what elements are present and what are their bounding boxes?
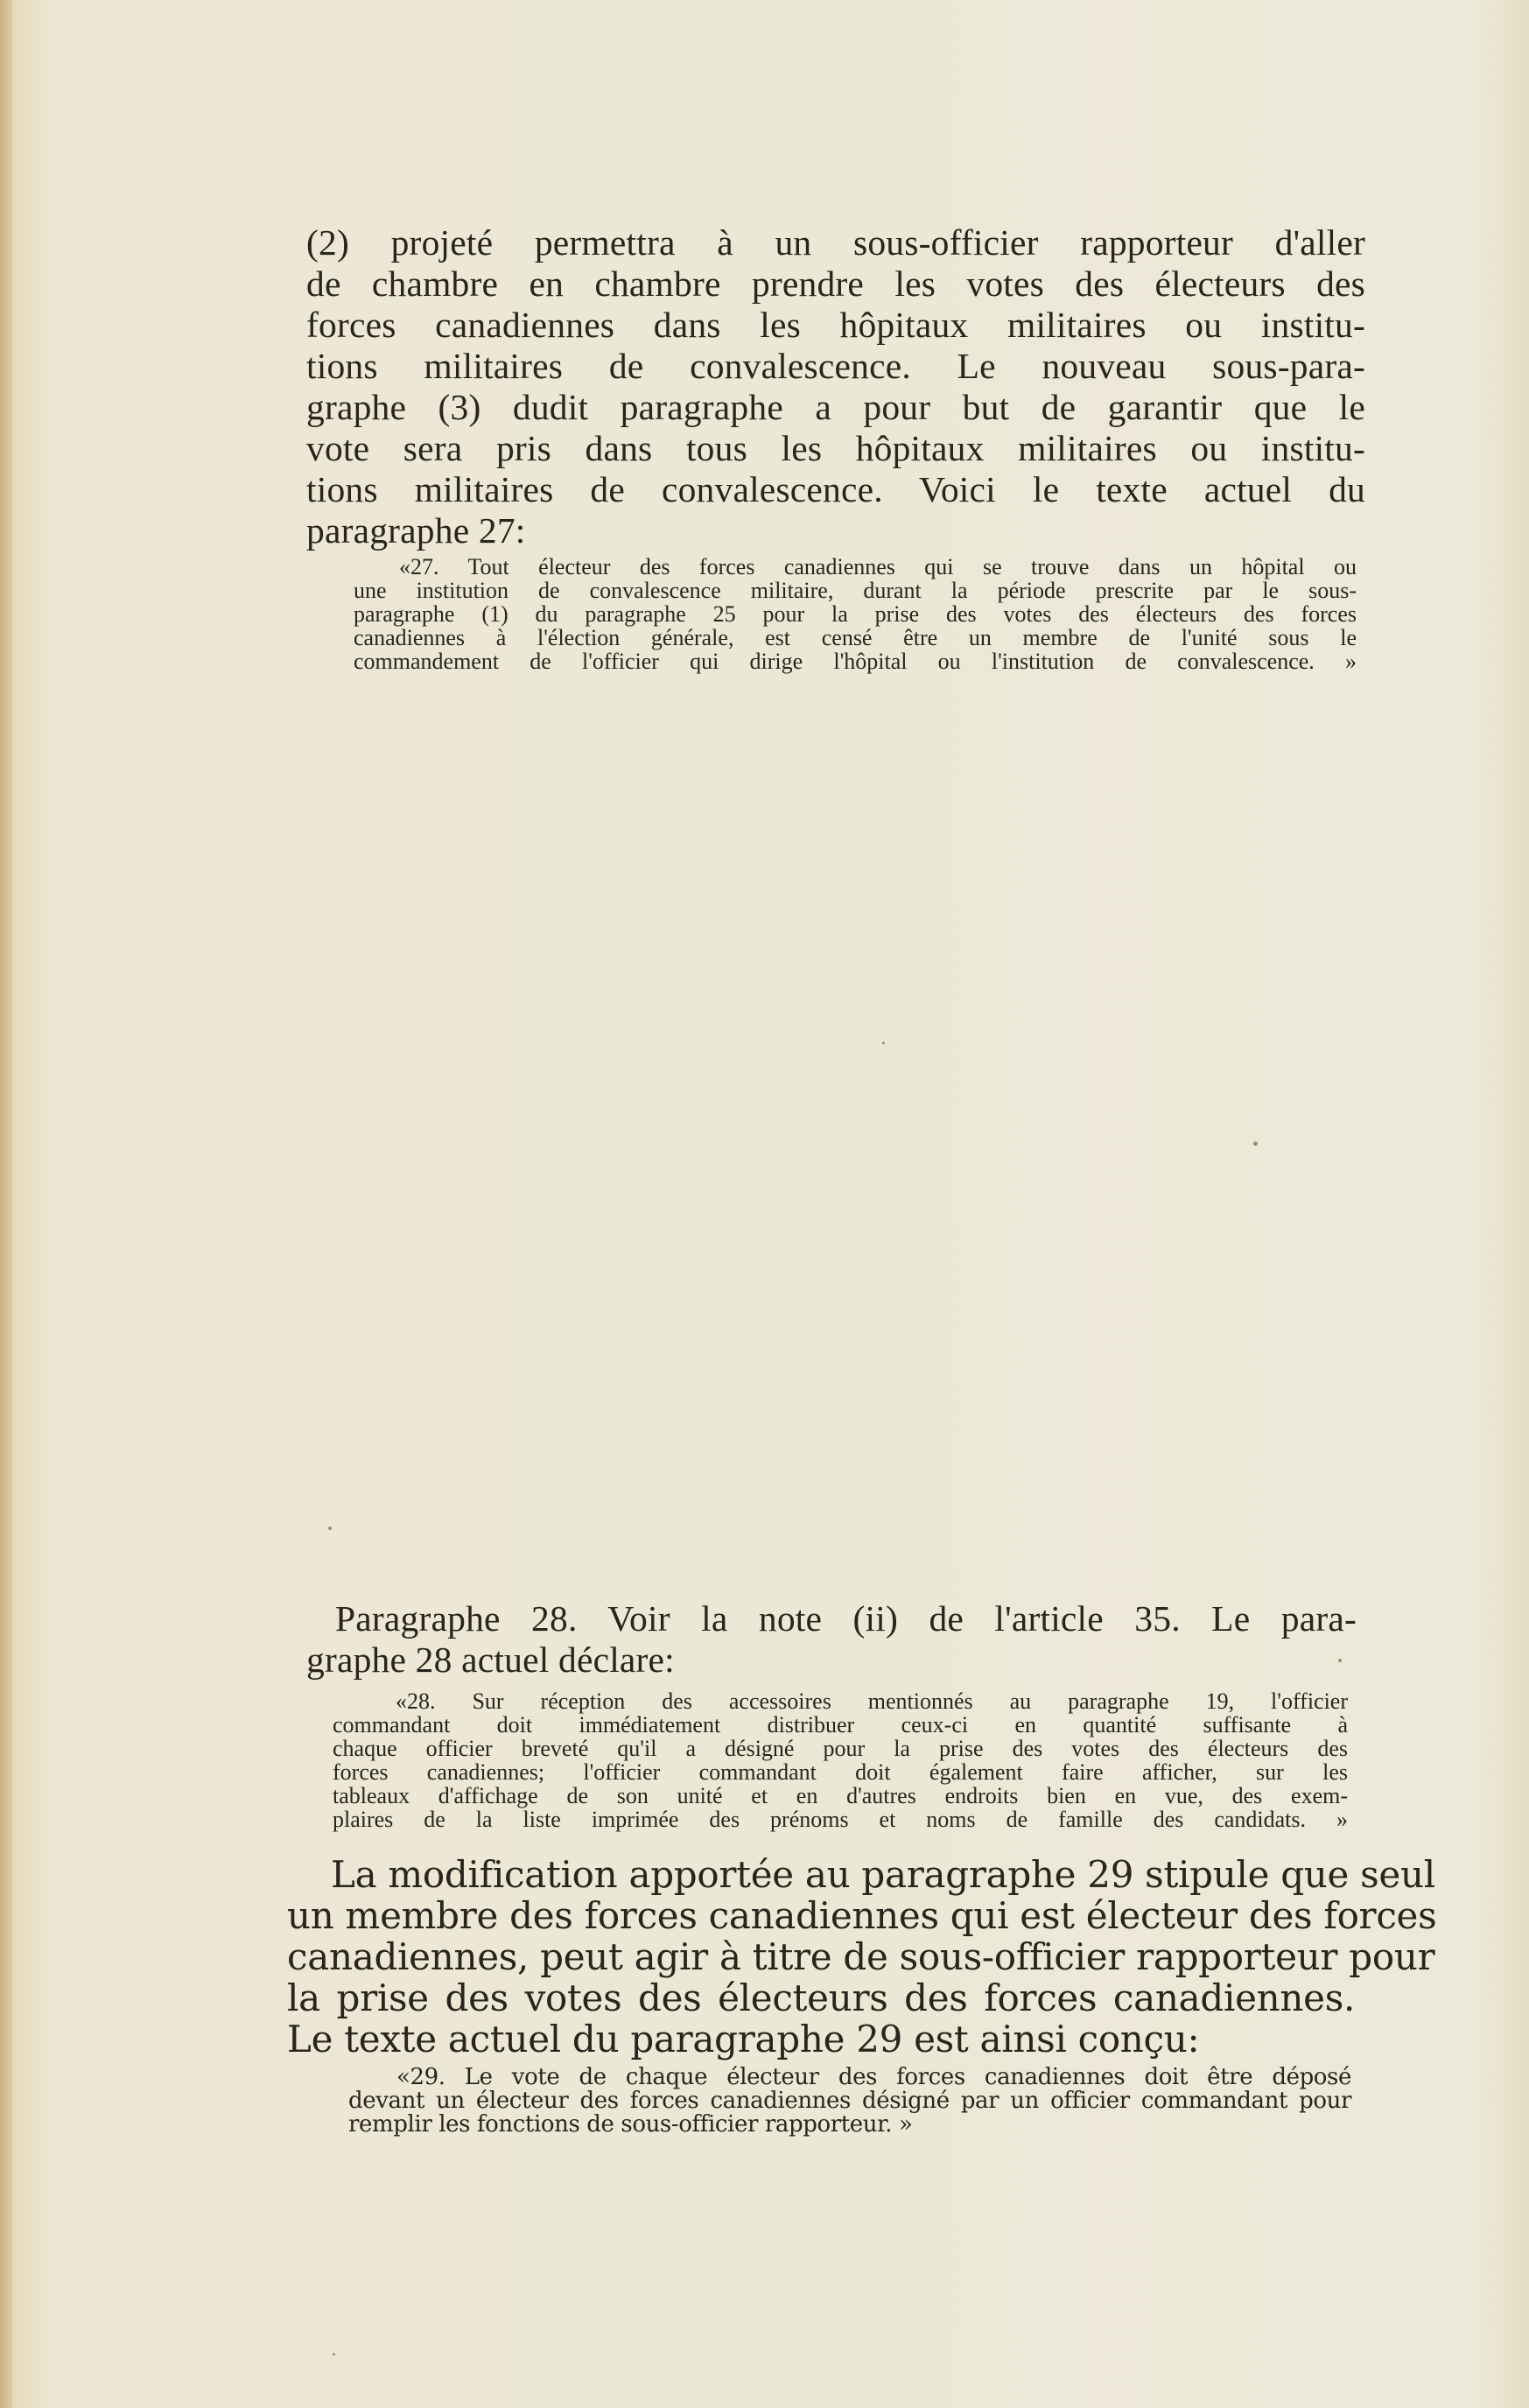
paragraph-section-2 (306, 1598, 1357, 1681)
quote-line: devant un électeur des forces canadiennes désigné par un officier commandant pour (348, 2088, 1351, 2114)
text-line: (2) projeté permettra à un sous-officier rapporteur d'aller (306, 222, 1365, 263)
quote-paragraph-28 (333, 1689, 1348, 1831)
quote-line: commandement de l'officier qui dirige l'hôpital ou l'institution de convalescence. » (354, 649, 1357, 674)
text-line: graphe (3) dudit paragraphe a pour but de garantir que le (306, 387, 1365, 427)
quote-line: canadiennes à l'élection générale, est censé être un membre de l'unité sous le (354, 625, 1357, 650)
paper-speck (328, 1527, 332, 1530)
text-line: vote sera pris dans tous les hôpitaux militaires ou institu- (306, 428, 1365, 468)
text-line: forces canadiennes dans les hôpitaux militaires ou institu- (306, 305, 1365, 345)
text-line: Le texte actuel du paragraphe 29 est ainsi conçu: (287, 2018, 1200, 2060)
quote-line: forces canadiennes; l'officier commandant doit également faire afficher, sur les (333, 1759, 1348, 1785)
quote-line: plaires de la liste imprimée des prénoms et noms de famille des candidats. » (333, 1807, 1348, 1832)
text-line: La modification apportée au paragraphe 29 stipule que seul (331, 1853, 1435, 1896)
paragraph-section-1 (306, 222, 1365, 551)
quote-line: tableaux d'affichage de son unité et en d'autres endroits bien en vue, des exem- (333, 1783, 1348, 1808)
text-line: Paragraphe 28. Voir la note (ii) de l'article 35. Le para- (335, 1598, 1357, 1639)
page-edge-shadow (0, 0, 12, 2408)
text-line: graphe 28 actuel déclare: (306, 1639, 675, 1680)
quote-paragraph-27 (354, 555, 1357, 673)
text-line: tions militaires de convalescence. Voici le texte actuel du (306, 469, 1365, 509)
paper-speck (1253, 1141, 1258, 1146)
text-line: paragraphe 27: (306, 510, 526, 551)
text-line: la prise des votes des électeurs des forces canadiennes. (287, 1976, 1355, 2019)
text-line: tions militaires de convalescence. Le nouveau sous-para- (306, 346, 1365, 386)
text-line: canadiennes, peut agir à titre de sous-officier rapporteur pour (287, 1935, 1435, 1978)
quote-line: «28. Sur réception des accessoires mentionnés au paragraphe 19, l'officier (396, 1688, 1348, 1714)
paper-speck (882, 1042, 885, 1044)
quote-line: «27. Tout électeur des forces canadiennes qui se trouve dans un hôpital ou (399, 554, 1357, 579)
paper-speck (333, 2353, 335, 2355)
text-line: de chambre en chambre prendre les votes des électeurs des (306, 263, 1365, 304)
quote-line: «29. Le vote de chaque électeur des forces canadiennes doit être déposé (396, 2064, 1351, 2090)
quote-line: paragraphe (1) du paragraphe 25 pour la prise des votes des électeurs des forces (354, 601, 1357, 627)
quote-line: commandant doit immédiatement distribuer ceux-ci en quantité suffisante à (333, 1712, 1348, 1738)
quote-paragraph-29 (348, 2066, 1351, 2137)
text-line: un membre des forces canadiennes qui est électeur des forces (287, 1894, 1437, 1937)
quote-line: remplir les fonctions de sous-officier rapporteur. » (348, 2111, 913, 2138)
paragraph-section-3 (287, 1853, 1437, 2060)
quote-line: une institution de convalescence militaire, durant la période prescrite par le sous- (354, 578, 1357, 603)
paper-speck (1338, 1659, 1342, 1662)
quote-line: chaque officier breveté qu'il a désigné pour la prise des votes des électeurs des (333, 1736, 1348, 1761)
